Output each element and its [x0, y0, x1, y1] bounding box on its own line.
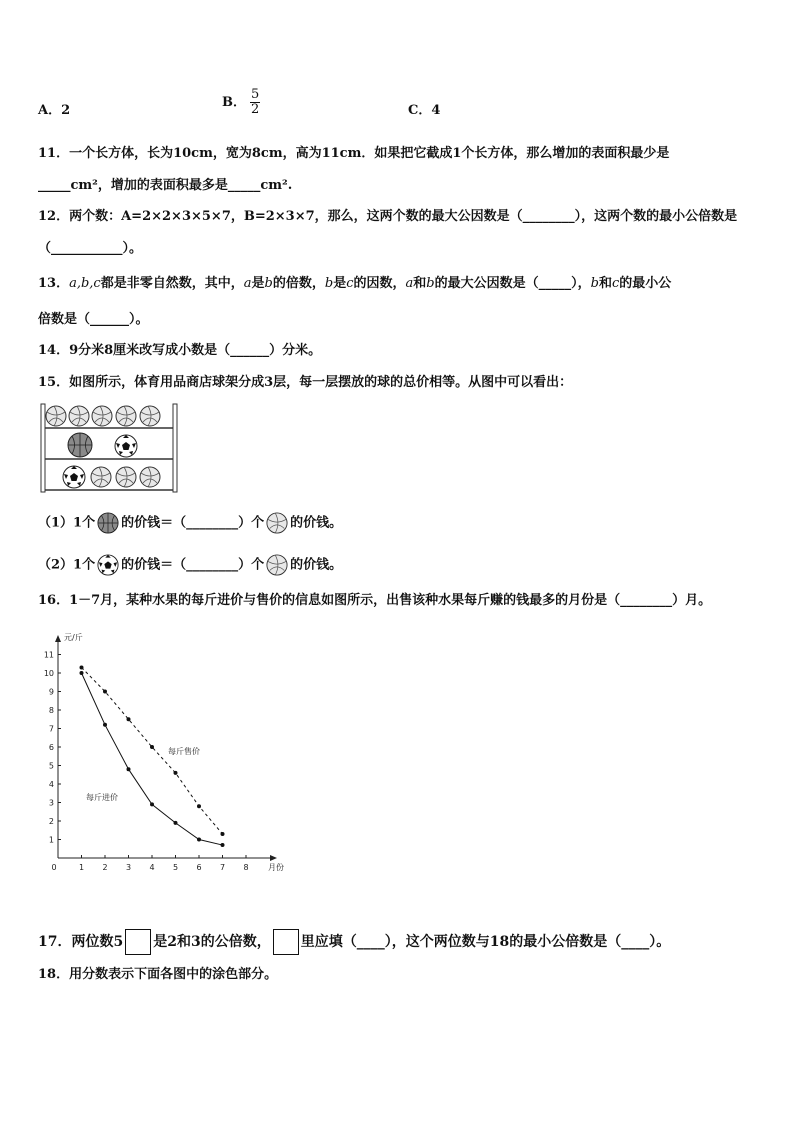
data-point [174, 821, 178, 825]
data-point [103, 690, 107, 694]
question-13-line1 [38, 275, 671, 293]
data-point [150, 802, 154, 806]
data-point [150, 745, 154, 749]
x-tick-label: 5 [172, 863, 179, 872]
question-11-line1: 11．一个长方体，长为10cm，宽为8cm，高为11cm．如果把它截成1个长方体，那么增加的表面积最少是 [38, 146, 670, 161]
q13-text: 是 [251, 276, 265, 291]
option-b [222, 88, 260, 117]
q13-text: 是 [333, 276, 347, 291]
data-point [221, 832, 225, 836]
x-tick-label: 3 [125, 863, 132, 872]
q13-vars: a,b,c [69, 276, 101, 291]
q17-text: 是2和3的公倍数， [153, 934, 271, 950]
q13-text: 都是非零自然数，其中， [100, 276, 244, 291]
q13-text: 的因数， [353, 276, 406, 291]
q13-text: 的倍数， [272, 276, 325, 291]
data-point [197, 838, 201, 842]
y-tick-label: 5 [48, 761, 54, 771]
fraction [250, 88, 260, 117]
fraction-numerator: 5 [251, 87, 260, 102]
option-b-prefix: B． [222, 95, 246, 110]
option-c: C．4 [408, 103, 441, 118]
option-a: A．2 [38, 103, 71, 118]
x-axis-arrow [270, 855, 277, 861]
y-axis-arrow [55, 635, 61, 642]
q15-part2-suffix: 的价钱。 [290, 557, 343, 573]
y-tick-label: 1 [48, 835, 54, 845]
series-line [82, 673, 223, 845]
answer-box[interactable] [273, 929, 299, 955]
series-label: 每斤进价 [86, 793, 118, 802]
data-point [174, 771, 178, 775]
q17-text: 17．两位数5 [38, 934, 124, 950]
x-tick-label: 8 [243, 863, 249, 872]
series-line [82, 667, 223, 834]
q13-text: 和 [598, 276, 612, 291]
x-tick-label: 6 [196, 863, 202, 872]
y-tick-label: 6 [48, 743, 54, 752]
fraction-denominator: 2 [251, 102, 260, 117]
y-tick-label: 9 [48, 687, 54, 697]
volleyball-icon [266, 554, 288, 576]
x-tick-label: 7 [219, 863, 226, 872]
q13-text: 和 [413, 276, 427, 291]
q13-text: 的最小公 [619, 276, 672, 291]
y-tick-label: 11 [43, 650, 54, 660]
var-b: b [590, 276, 599, 291]
answer-box[interactable] [125, 929, 151, 955]
y-tick-label: 7 [48, 724, 54, 734]
x-tick-label: 2 [102, 863, 108, 872]
question-18: 18．用分数表示下面各图中的涂色部分。 [38, 967, 278, 982]
x-axis-label: 月份 [268, 863, 284, 872]
price-line-chart [36, 628, 296, 880]
q15-part2-prefix: （2）1个 [38, 557, 96, 573]
data-point [80, 671, 84, 675]
data-point [221, 843, 225, 847]
q15-part1-mid: 的价钱＝（________）个 [121, 515, 265, 531]
y-tick-label: 3 [48, 798, 54, 808]
var-b: b [426, 276, 435, 291]
y-tick-label: 2 [48, 817, 54, 826]
y-tick-label: 8 [48, 706, 54, 715]
question-15-part2 [38, 554, 342, 576]
var-a: a [405, 276, 414, 291]
question-12-line2: （___________）。 [38, 241, 143, 256]
question-15-stem: 15．如图所示，体育用品商店球架分成3层，每一层摆放的球的总价相等。从图中可以看出： [38, 375, 573, 390]
question-14: 14．9分米8厘米改写成小数是（______）分米。 [38, 343, 322, 358]
var-c: c [611, 276, 620, 291]
question-16: 16．1－7月，某种水果的每斤进价与售价的信息如图所示，出售该种水果每斤赚的钱最多的月份是（________）月。 [38, 593, 712, 608]
var-b: b [324, 276, 334, 291]
data-point [197, 804, 201, 808]
data-point [127, 767, 131, 771]
y-tick-label: 4 [48, 780, 54, 789]
q17-text: 里应填（____），这个两位数与18的最小公倍数是（____）。 [300, 934, 671, 950]
question-13-line2: 倍数是（______）。 [38, 312, 149, 327]
question-12-line1: 12．两个数：A=2×2×3×5×7，B=2×3×7，那么，这两个数的最大公因数是（________），这两个数的最小公倍数是 [38, 209, 738, 224]
series-label: 每斤售价 [168, 747, 200, 756]
x-tick-label: 4 [149, 863, 155, 872]
q15-part1-prefix: （1）1个 [38, 515, 96, 531]
volleyball-icon [266, 512, 288, 534]
soccer-ball-icon [97, 554, 119, 576]
question-11-line2: _____cm²，增加的表面积最多是_____cm². [38, 178, 293, 193]
var-c: c [346, 276, 354, 291]
y-axis-label: 元/斤 [64, 633, 83, 642]
basketball-icon [97, 512, 119, 534]
data-point [80, 665, 84, 669]
question-15-part1 [38, 512, 342, 534]
q15-part1-suffix: 的价钱。 [290, 515, 343, 531]
question-17 [38, 929, 670, 955]
y-tick-label: 10 [43, 669, 54, 678]
x-tick-label: 0 [51, 863, 57, 872]
q13-number: 13． [38, 276, 70, 291]
var-b: b [264, 276, 273, 291]
data-point [103, 723, 107, 727]
ball-shelf-image [40, 402, 178, 494]
q15-part2-mid: 的价钱＝（________）个 [121, 557, 265, 573]
data-point [127, 717, 131, 721]
q13-text: 的最大公因数是（_____）， [434, 276, 591, 291]
var-a: a [243, 276, 252, 291]
x-tick-label: 1 [78, 863, 85, 872]
